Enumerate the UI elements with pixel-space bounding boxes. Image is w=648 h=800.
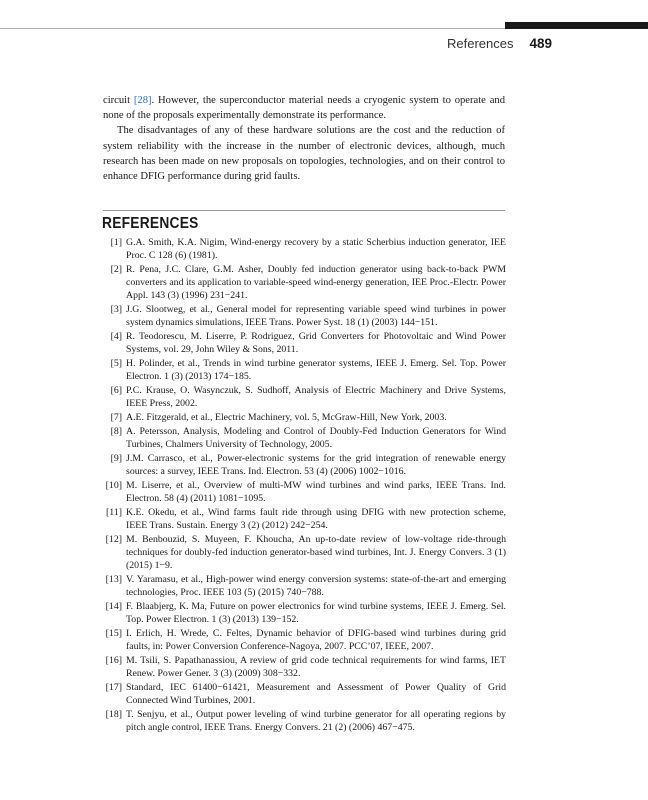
reference-item (98, 709, 506, 735)
reference-text: Standard, IEC 61400−61421, Measurement and Assessment of Power Quality of Grid Connected Wind Turbines, 2001. (126, 681, 506, 706)
reference-number: [2] (110, 264, 122, 275)
reference-number: [10] (105, 480, 122, 491)
citation-link[interactable]: [28] (133, 95, 152, 106)
reference-item (98, 655, 506, 681)
reference-text: F. Blaabjerg, K. Ma, Future on power electronics for wind turbine systems, IEEE J. Emerg. Sel. Top. Power Electron. 1 (3) (2013) 139−152. (126, 600, 506, 625)
reference-number: [14] (105, 600, 122, 612)
reference-text: V. Yaramasu, et al., High-power wind energy conversion systems: state-of-the-art and emerging technologies, Proc. IEEE 103 (5) (2015) 740−788. (126, 573, 506, 598)
reference-text: J.G. Slootweg, et al., General model for representing variable speed wind turbines in power system dynamics simulations, IEEE Trans. Power Syst. 18 (1) (2003) 144−151. (126, 303, 506, 328)
running-head (447, 36, 552, 52)
page-number: 489 (529, 36, 552, 51)
reference-item (98, 237, 506, 263)
reference-item (98, 628, 506, 654)
paragraph-1-end: . However, the superconductor material needs a cryogenic system to operate and none of the proposals experimentally demonstrate its performance. (103, 95, 505, 122)
paragraph-1 (103, 93, 505, 123)
reference-text: A. Petersson, Analysis, Modeling and Control of Doubly-Fed Induction Generators for Wind Turbines, Chalmers University of Technology, 2005. (126, 426, 506, 450)
reference-text: R. Teodorescu, M. Liserre, P. Rodriguez, Grid Converters for Photovoltaic and Wind Power Systems, vol. 29, John Wiley & Sons, 2011. (126, 330, 506, 355)
reference-item (98, 358, 506, 384)
reference-text: M. Benbouzid, S. Muyeen, F. Khoucha, An up-to-date review of low-voltage ride-through techniques for doubly-fed induction generator-based wind turbines, Int. J. Energy Convers. 3 (1) (2015) 1−9. (126, 534, 506, 571)
reference-number: [11] (106, 507, 122, 518)
reference-item (98, 682, 506, 708)
reference-number: [7] (110, 411, 122, 423)
running-head-section: References (446, 36, 514, 51)
reference-item (98, 480, 506, 506)
reference-text: T. Senjyu, et al., Output power leveling of wind turbine generator for all operating regions by pitch angle control, IEEE Trans. Energy Convers. 21 (2) (2006) 467−475. (126, 708, 506, 733)
reference-number: [3] (110, 303, 122, 315)
reference-number: [1] (110, 237, 122, 248)
reference-text: I. Erlich, H. Wrede, C. Feltes, Dynamic behavior of DFIG-based wind turbines during grid faults, in: Power Conversion Conference-Nagoya, 2007. PCC’07, IEEE, 2007. (126, 627, 506, 652)
reference-text: G.A. Smith, K.A. Nigim, Wind-energy recovery by a static Scherbius induction generator, IEE Proc. C 128 (6) (1981). (126, 237, 506, 261)
reference-item (98, 534, 506, 573)
reference-number: [8] (110, 426, 122, 437)
reference-number: [16] (105, 654, 122, 666)
reference-text: R. Pena, J.C. Clare, G.M. Asher, Doubly fed induction generator using back-to-back PWM converters and its application to variable-speed wind-energy generation, IEE Proc.-Electr. Power Appl. 143 (3) (1996) 231−241. (126, 264, 506, 301)
reference-text: J.M. Carrasco, et al., Power-electronic systems for the grid integration of renewable energy sources: a survey, IEEE Trans. Ind. Electron. 53 (4) (2006) 1002−1016. (126, 453, 506, 477)
header-thick-bar (505, 22, 648, 29)
reference-number: [6] (110, 384, 122, 396)
header-rule (0, 22, 648, 29)
paragraph-1-start: circuit (103, 95, 134, 106)
reference-number: [12] (105, 534, 122, 545)
paragraph-2: The disadvantages of any of these hardware solutions are the cost and the reduction of system reliability with the increase in the number of electronic devices, although, much research has been made on new proposals on topologies, technologies, and on their control to enhance DFIG performance during grid faults. (103, 125, 505, 183)
reference-text: A.E. Fitzgerald, et al., Electric Machinery, vol. 5, McGraw-Hill, New York, 2003. (126, 411, 447, 423)
reference-number: [9] (110, 453, 122, 464)
reference-number: [18] (105, 708, 122, 720)
reference-item (98, 601, 506, 627)
reference-item (98, 507, 506, 533)
reference-list (98, 237, 506, 736)
reference-item (98, 331, 506, 357)
reference-number: [17] (105, 681, 122, 693)
reference-item (98, 264, 506, 303)
reference-item (98, 412, 506, 425)
reference-item (98, 453, 506, 479)
reference-number: [5] (110, 357, 122, 369)
body-text (103, 93, 505, 184)
reference-text: M. Liserre, et al., Overview of multi-MW wind turbines and wind parks, IEEE Trans. Ind. Electron. 58 (4) (2011) 1081−1095. (126, 480, 506, 504)
reference-text: M. Tsili, S. Papathanassiou, A review of grid code technical requirements for wind farms, IET Renew. Power Gener. 3 (3) (2009) 308−332. (126, 654, 506, 679)
reference-text: K.E. Okedu, et al., Wind farms fault ride through using DFIG with new protection scheme, IEEE Trans. Sustain. Energy 3 (2) (2012) 242−254. (126, 507, 506, 531)
reference-text: H. Polinder, et al., Trends in wind turbine generator systems, IEEE J. Emerg. Sel. Top. Power Electron. 1 (3) (2013) 174−185. (126, 357, 506, 382)
section-divider (103, 210, 505, 211)
reference-item (98, 574, 506, 600)
reference-text: P.C. Krause, O. Wasynczuk, S. Sudhoff, Analysis of Electric Machinery and Drive Systems, IEEE Press, 2002. (126, 384, 506, 409)
reference-item (98, 304, 506, 330)
reference-item (98, 385, 506, 411)
reference-number: [4] (110, 330, 122, 342)
references-heading: REFERENCES (102, 215, 199, 232)
reference-item (98, 426, 506, 452)
reference-number: [15] (105, 627, 122, 639)
reference-number: [13] (105, 573, 122, 585)
